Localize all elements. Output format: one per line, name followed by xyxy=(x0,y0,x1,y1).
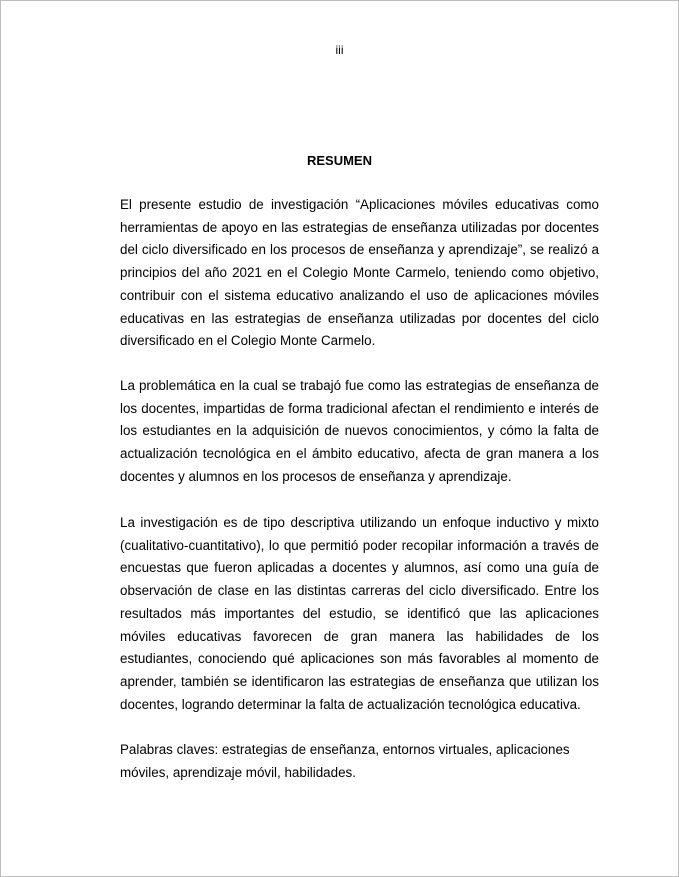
abstract-paragraph-2: La problemática en la cual se trabajó fue como las estrategias de enseñanza de los docentes, impartidas de forma tradicional afectan el rendimiento e interés de los estudiantes en la adquisición de nuevos conocimientos, y cómo la falta de actualización tecnológica en el ámbito educativo, afecta de gran manera a los docentes y alumnos en los procesos de enseñanza y aprendizaje. xyxy=(120,378,599,484)
keywords-paragraph: Palabras claves: estrategias de enseñanza, entornos virtuales, aplicaciones móviles, aprendizaje móvil, habilidades. xyxy=(120,742,570,780)
page-title: RESUMEN xyxy=(306,153,372,168)
abstract-paragraph-1: El presente estudio de investigación “Aplicaciones móviles educativas como herramientas de apoyo en las estrategias de enseñanza utilizadas por docentes del ciclo diversificado en los procesos de enseñanza y aprendizaje”, se realizó a principios del año 2021 en el Colegio Monte Carmelo, teniendo como objetivo, contribuir con el sistema educativo analizando el uso de aplicaciones móviles educativas en las estrategias de enseñanza utilizadas por docentes del ciclo diversificado en el Colegio Monte Carmelo. xyxy=(120,197,599,349)
page-number: iii xyxy=(335,43,344,57)
abstract-paragraph-3: La investigación es de tipo descriptiva utilizando un enfoque inductivo y mixto (cualitativo-cuantitativo), lo que permitió poder recopilar información a través de encuestas que fueron aplicadas a docentes y alumnos, así como una guía de observación de clase en las distintas carreras del ciclo diversificado. Entre los resultados más importantes del estudio, se identificó que las aplicaciones móviles educativas favorecen de gran manera las habilidades de los estudiantes, conociendo qué aplicaciones son más favorables al momento de aprender, también se identificaron las estrategias de enseñanza que utilizan los docentes, logrando determinar la falta de actualización tecnológica educativa. xyxy=(120,515,599,712)
